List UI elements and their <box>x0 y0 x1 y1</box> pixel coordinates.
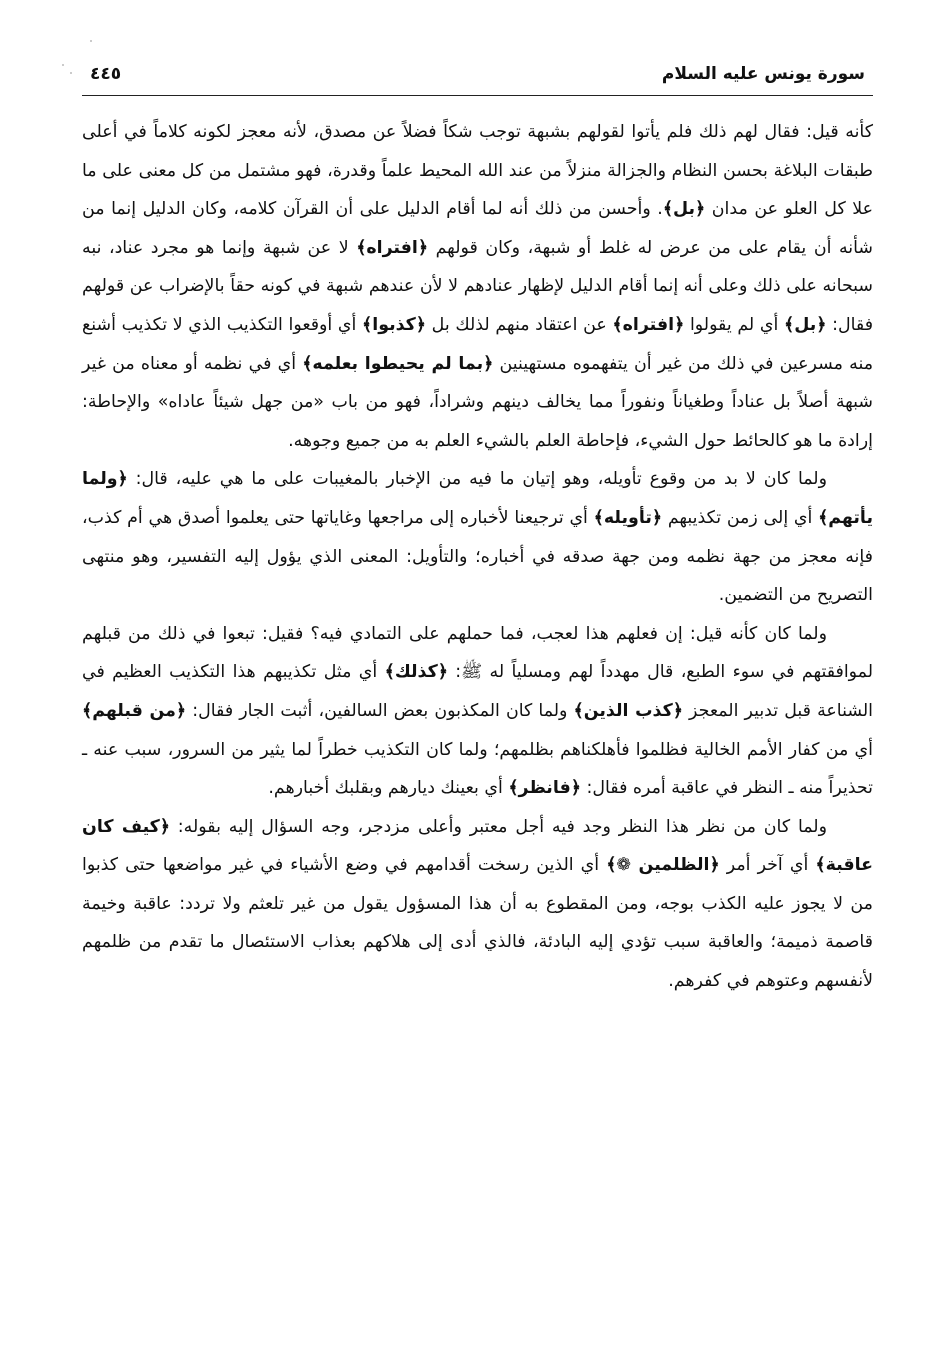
quran-phrase: ﴿من قبلهم﴾ <box>82 700 187 721</box>
page-number: ٤٤٥ <box>90 64 122 84</box>
text-run: عن اعتقاد منهم لذلك بل <box>425 314 613 335</box>
quran-phrase: ﴿ولما يأتهم﴾ <box>82 469 873 528</box>
text-run: أي أوقعوا التكذيب الذي لا تكذيب أشنع منه مسرعين في ذلك من غير أن يتفهموه مستهينين <box>82 314 874 374</box>
text-run: ولما كان لا بد من وقوع تأويله، وهو إتيان ما فيه من الإخبار بالمغيبات على ما هي عليه، قال: <box>127 469 827 490</box>
header-rule <box>82 95 873 96</box>
quran-phrase: ﴿كذبوا﴾ <box>362 314 426 335</box>
text-run: أي الذين رسخت أقدامهم في وضع الأشياء في غير مواضعها حتى كذبوا من لا يجوز عليه الكذب بوجه، ومن المقطوع به أن هذا المسؤول يقول من غير تلعثم ولا تردد: عاقبة وخيمة قاصمة ذميمة؛ والعاقبة سبب تؤدي إليه البادئة، فالذي أدى إلى هلاكهم بعذاب الاستئصال ما تقدم من ظلمهم لأنفسهم وعتوهم في كفرهم. <box>82 855 873 992</box>
text-run: أي ترجيعنا لأخباره إلى مراجعها وغاياتها حتى يعلموا أصدق هي أم كذب، فإنه معجز من جهة نظمه ومن جهة صدقه في أخباره؛ والتأويل: المعنى الذي يؤول إليه التفسير، وهو منتهى التصريح من التضمين. <box>82 507 873 606</box>
quran-phrase: ﴿كذب الذين﴾ <box>573 700 683 721</box>
text-run: أي لم يقولوا <box>684 314 784 335</box>
tafsir-body <box>82 113 873 1001</box>
text-run: أي مثل تكذيبهم هذا التكذيب العظيم في الشناعة قبل تدبير المعجز <box>82 662 873 721</box>
quran-phrase: ﴿كيف كان عاقبة﴾ <box>82 816 874 876</box>
quran-phrase: ﴿افتراه﴾ <box>612 314 685 335</box>
quran-phrase: ﴿افتراه﴾ <box>356 237 429 258</box>
text-run: أي في نظمه أو معناه من غير شبهة أصلاً بل عناداً وطغياناً ونفوراً مما يخالف دينهم وشراداً، فهو من باب «من جهل شيئاً عاداه» والإحاطة: إرادة ما هو كالحائط حول الشيء، فإحاطة العلم بالشيء العلم به من جميع وجوهه. <box>82 353 873 451</box>
quran-phrase: ﴿بل﴾ <box>784 314 827 335</box>
paragraph-3 <box>82 615 873 808</box>
text-run: أي آخر أمر <box>719 855 816 876</box>
text-run: . وأحسن من ذلك أنه لما أقام الدليل على أن القرآن كلامه، وكان الدليل إنما من شأنه أن يقام على من عرض له غلط أو شبهة، وكان قولهم <box>82 199 873 258</box>
text-run: أي بعينك ديارهم وبقلبك أخبارهم. <box>268 778 509 799</box>
quran-phrase: ﴿بل﴾ <box>662 199 706 220</box>
quran-phrase: ﴿كذلك﴾ <box>384 662 448 683</box>
text-run: كأنه قيل: فقال لهم ذلك فلم يأتوا لقولهم بشبهة توجب شكاً فضلاً عن مصدق، لأنه معجز لكونه كلاماً في أعلى طبقات البلاغة بحسن النظام والجزالة منزلاً من عند الله المحيط علماً وقدرة، فهو مشتمل من كل معنى على ما علا كل العلو عن مدان <box>82 122 874 220</box>
text-run: ولما كان المكذبون بعض السالفين، أثبت الجار فقال: <box>186 700 574 721</box>
paragraph-1 <box>82 113 873 460</box>
quran-phrase: ﴿تأويله﴾ <box>593 507 663 528</box>
running-header <box>82 60 873 94</box>
text-run: لا عن شبهة وإنما هو مجرد عناد، نبه سبحانه على ذلك وعلى أنه إنما أقام الدليل لإظهار عنادهم لا لأن عندهم شبهة في كونه حقاً بالإضراب عن قولهم فقال: <box>82 237 874 335</box>
scan-speck <box>70 72 72 74</box>
quran-phrase: ﴿الظلمين ❁﴾ <box>606 855 720 876</box>
text-run: ولما كان من نظر هذا النظر وجد فيه أجل معتبر وأعلى مزدجر، وجه السؤال إليه بقوله: <box>169 816 827 837</box>
quran-phrase: ﴿فانظر﴾ <box>508 778 581 799</box>
text-run: أي إلى زمن تكذيبهم <box>662 507 819 528</box>
scan-speck <box>90 40 92 42</box>
surah-title: سورة يونس عليه السلام <box>661 64 865 84</box>
paragraph-2 <box>82 460 873 614</box>
quran-phrase: ﴿بما لم يحيطوا بعلمه﴾ <box>302 353 494 374</box>
paragraph-4 <box>82 808 873 1001</box>
scan-speck <box>62 64 64 66</box>
text-run: أي من كفار الأمم الخالية فظلموا فأهلكناهم بظلمهم؛ ولما كان التكذيب خطراً لما يثير من السرور، سبب عنه ـ تحذيراً منه ـ النظر في عاقبة أمره فقال: <box>82 739 873 799</box>
text-run: ولما كان كأنه قيل: إن فعلهم هذا لعجب، فما حملهم على التمادي فيه؟ فقيل: تبعوا في ذلك من قبلهم لموافقتهم في سوء الطبع، قال مهدداً لهم ومسلياً له ﷺ: <box>82 623 873 683</box>
